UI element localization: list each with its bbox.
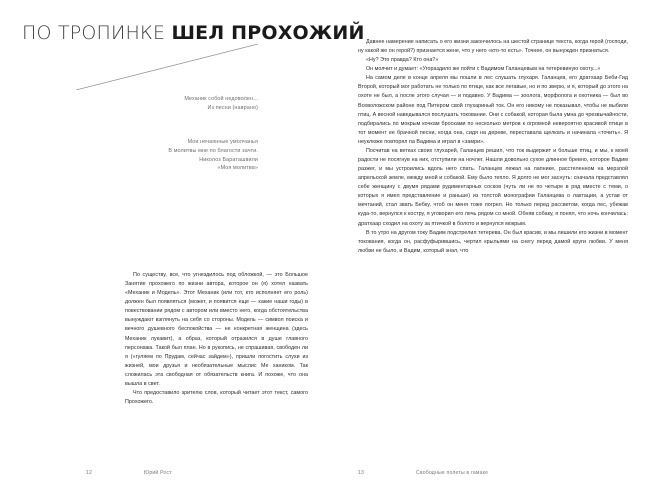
epigraph-source-author: Николоз Бараташвили (199, 156, 258, 163)
diagonal-rule-icon (76, 44, 258, 90)
paragraph: Давнее намерение написать о его жизни закончилось на шестой странице текста, когда герой (господи, ну какой же он герой?) признается жене, что у него «кто-то есть». Точнее, он вынужден признаться. (358, 39, 628, 55)
left-page-footer (86, 470, 172, 476)
paragraph: Он молчит и думает: «Угораздило же пойти с Вадимом Галанцевым на тетеревиную охоту...» (366, 66, 601, 73)
page-number: 12 (86, 470, 93, 476)
epigraph-line: Механик собой недоволен... (184, 96, 258, 102)
page-title (22, 24, 365, 44)
paragraph: Посчитав на ветках своих глухарей, Галанцев решил, что ток выдержит и больше птиц, и мы, к моей радости не посягнув на них, отступили на ночлег. Нашли довольно сухое длинное бревно, которое Вадим разжег, и мы устроились вдоль него спать. Галанцев лежал на лапнике, расстеленном на мерзлой апрельской земле, между мной и собакой. Ему было тепло. Я долго не мог заснуть: сначала представлял себе женщину с двумя рядами рудиментарных сосков (чуть ли не по четыре в ряд вместе с теми, о которых я имел представление и раньше) из толстой монографии Галанцева о лактации, а устав от мечтаний, стал звать Бебку, чтоб он меня тоже погрел. Но только перед рассветом, когда пес, убежав куда-то, вернулся к костру, я уговорил его лечь рядом со мной. Обняв собаку, я понял, что ночь кончилась: дратхаар сходил на охоту за птичкой в болото и вернулся мокрым. (358, 147, 628, 227)
paragraph: На самом деле в конце апреля мы пошли в лес слушать глухаря. Галанцев, его дратхаар Беби-Гид Второй, который мог работать не только по птице, как все легавые, но и по зверю, и я, который до этого на охоте не был, а после этого случая — и подавно. У Вадима — зоолога, морфолога и охотника — был во Всеволожском районе под Питером свой глухариный ток. Он его никому не показывал, чтобы не выбили птиц. А весной наведывался послушать токование. Они с собакой, которая была умна до чрезвычайности, подбирались по мокрым кочкам бросками по несколько метров к огромной невероятно красивой птице в тот момент ее брачной песни, когда она, сидя на дереве, переставала щелкать и начинала «точить». Я неуклюже повторял па Вадима и играл в «замри». (358, 75, 628, 145)
epigraph-first (184, 95, 258, 113)
left-body-text (125, 271, 308, 407)
paragraph: В то утро на другом току Вадим подстрелил тетерева. Он был красив, и мы лишили его жизни в момент токования, когда он, расфуфырившись, чертил крыльями на снегу перед дамой круги любви. У меня любви не было, и Вадим, который знал, что (358, 229, 628, 254)
epigraph-line: В молитвы мне по благости зачти. (168, 147, 258, 154)
page-title-light: ПО ТРОПИНКЕ (22, 22, 172, 44)
epigraph-second (168, 138, 258, 173)
running-head: Свободные полеты в гамаке (416, 470, 489, 476)
epigraph-source: Из песни (наврано) (207, 104, 258, 111)
page-title-bold: ШЕЛ ПРОХОЖИЙ (171, 22, 365, 44)
running-head: Юрий Рост (144, 470, 172, 476)
paragraph: «Ну? Это правда? Кто она?» (366, 57, 439, 64)
page-number: 13 (358, 470, 365, 476)
epigraph-source-title: «Моя молитва» (217, 165, 258, 172)
paragraph: Что предоставило зрителю слов, который читает этот текст, самого Прохожего. (125, 390, 308, 406)
epigraph-line: Мои нечаянные умолчанья (187, 139, 258, 145)
right-page (330, 0, 657, 500)
right-page-footer (358, 470, 488, 476)
right-body-text (358, 38, 628, 256)
paragraph: По существу, все, что угнездилось под обложкой, — это Большое Занятие прохожего по жизни автора, которое он (я) хотел назвать «Механик и Модель». Этот Механик (или тот, кто исполняет его роль) должен был появляться (может, и появится еще — какие наши годы) в повествовании рядом с автором или вместо него, когда обстоятельства вынуждают взглянуть на себя со стороны. Модель — символ поиска и вечного душевного беспокойства — не конкретная женщина (здесь Механик лукавит), а образ, который отразился в душе главного персонажа. Такой был план. Но в рукопись, не спрашивая, свободен ли я («гуляем по Прудам, сейчас зайдем»), пришли погостить слухи из жизней, мои друзья и необязательные мыслис Ме хаником. Так сложилась эта свободная от обязательств книга. И похоже, что она вышла в свет. (125, 272, 308, 387)
